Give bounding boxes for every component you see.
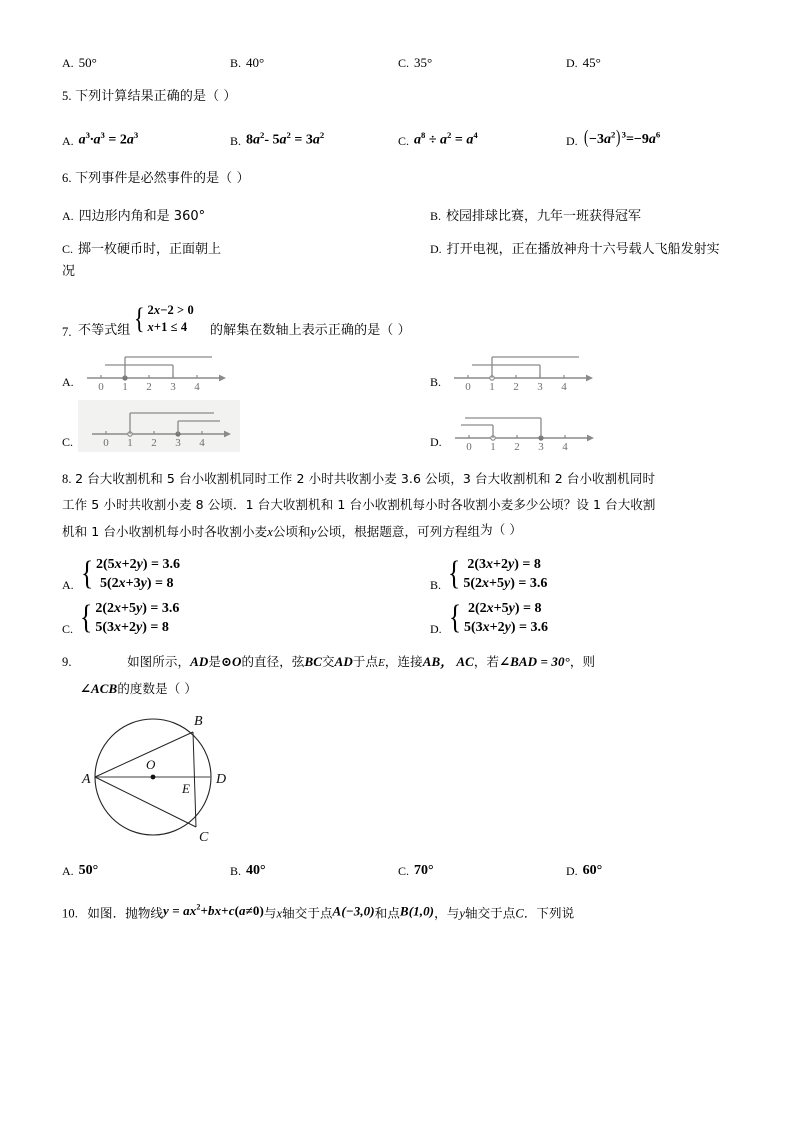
q8-options-row-1 bbox=[62, 555, 734, 593]
option-label: D. bbox=[566, 864, 578, 878]
brace-glyph: { bbox=[80, 599, 93, 637]
option-text: 校园排球比赛，九年一班获得冠军 bbox=[446, 209, 642, 224]
option-label: D. bbox=[566, 134, 578, 148]
svg-text:0: 0 bbox=[97, 381, 104, 392]
option-label: B. bbox=[230, 134, 242, 148]
equation-1: 2(2x+5y) = 8 bbox=[468, 601, 542, 616]
equation-system bbox=[79, 555, 180, 593]
option-label: B. bbox=[430, 578, 442, 592]
q6-option-d-wrap: 况 bbox=[62, 264, 76, 279]
q4-option-c[interactable] bbox=[398, 55, 566, 71]
equation-system bbox=[446, 555, 547, 593]
svg-text:3: 3 bbox=[537, 381, 543, 392]
segment-ad: AD bbox=[190, 654, 209, 669]
question-text: 如图．抛物线 bbox=[87, 905, 164, 921]
question-text: 下列计算结果正确的是（ ） bbox=[75, 89, 237, 104]
option-label: C. bbox=[62, 242, 74, 256]
q5-option-a[interactable] bbox=[62, 130, 230, 149]
question-text: ，与 bbox=[434, 905, 460, 921]
brace-glyph: { bbox=[80, 555, 93, 593]
number-line-figure-c bbox=[78, 400, 240, 452]
label-B: B bbox=[194, 714, 203, 729]
equation-2: 5(2x+3y) = 8 bbox=[100, 576, 174, 591]
chord-bc: BC bbox=[304, 654, 322, 669]
option-text: 掷一枚硬币时，正面朝上 bbox=[78, 242, 222, 257]
option-label: A. bbox=[62, 209, 74, 223]
number-line-figure-a bbox=[79, 348, 229, 392]
angle-acb: ∠ACB bbox=[80, 681, 118, 696]
inequality-1: 2x−2 > 0 bbox=[147, 303, 194, 317]
option-label: C. bbox=[398, 864, 410, 878]
question-text: 2 台大收割机和 5 台小收割机同时工作 2 小时共收割小麦 3.6 公顷，3 台大收割机和 2 台小收割机同时 bbox=[75, 471, 656, 486]
circle-o: ⊙O bbox=[220, 654, 242, 669]
q8-options-row-2 bbox=[62, 599, 734, 637]
label-E: E bbox=[182, 781, 190, 796]
option-label: B. bbox=[230, 864, 242, 878]
q6-stem bbox=[62, 165, 734, 191]
q9-option-b[interactable] bbox=[230, 863, 398, 879]
option-text: 50° bbox=[78, 55, 97, 70]
svg-text:4: 4 bbox=[199, 437, 205, 448]
option-label: B. bbox=[430, 375, 442, 389]
svg-text:2: 2 bbox=[513, 381, 519, 392]
q8-stem-line-2 bbox=[62, 492, 734, 517]
q10-stem bbox=[62, 895, 734, 926]
page-content bbox=[62, 55, 734, 926]
option-label: A. bbox=[62, 134, 74, 148]
label-A: A bbox=[82, 772, 91, 787]
equation-2: 5(3x+2y) = 3.6 bbox=[464, 620, 549, 635]
svg-text:0: 0 bbox=[465, 441, 472, 452]
option-label: D. bbox=[566, 56, 578, 70]
svg-text:4: 4 bbox=[193, 381, 200, 392]
svg-text:2: 2 bbox=[145, 381, 152, 392]
variable-y: y bbox=[310, 525, 317, 539]
label-O: O bbox=[146, 757, 156, 772]
svg-text:2: 2 bbox=[513, 441, 520, 452]
question-text: 公顷和 bbox=[272, 524, 311, 539]
svg-text:3: 3 bbox=[169, 381, 176, 392]
point-e: E bbox=[378, 657, 385, 669]
option-label: D. bbox=[430, 622, 442, 636]
q8-stem-line-1 bbox=[62, 466, 734, 492]
option-text: 60° bbox=[582, 863, 603, 878]
point-c: C bbox=[515, 906, 524, 921]
point-a: A(−3,0) bbox=[332, 903, 375, 919]
variable-x: x bbox=[267, 525, 273, 539]
question-number: 8. bbox=[62, 472, 72, 486]
q6-option-a[interactable] bbox=[62, 205, 398, 224]
svg-text:1: 1 bbox=[127, 437, 133, 448]
q9-option-d[interactable] bbox=[566, 863, 734, 879]
option-text: 40° bbox=[246, 863, 266, 878]
option-expression: $a^3\cdot a^3 = 2a^3$ bbox=[78, 130, 139, 148]
question-text: 工作 5 小时共收割小麦 8 公顷．1 台大收割机和 1 台小收割机每小时各收割小麦多少公顷？设 1 台大收割 bbox=[62, 497, 656, 512]
number-line-svg bbox=[79, 348, 229, 392]
q7-option-d[interactable] bbox=[398, 408, 734, 452]
question-text: 交 bbox=[322, 654, 335, 669]
option-label: A. bbox=[62, 375, 74, 389]
q9-option-a[interactable] bbox=[62, 863, 230, 879]
axis-y: y bbox=[459, 906, 465, 921]
q9-stem-line-2 bbox=[62, 676, 734, 701]
label-C: C bbox=[199, 830, 209, 845]
svg-text:4: 4 bbox=[561, 381, 567, 392]
option-label: D. bbox=[430, 435, 442, 449]
segment-ac: AC bbox=[456, 654, 474, 669]
q8-option-b[interactable] bbox=[398, 555, 734, 593]
q9-figure-circle bbox=[68, 705, 734, 855]
q7-option-c[interactable] bbox=[62, 400, 398, 452]
option-label: A. bbox=[62, 578, 74, 592]
option-label: B. bbox=[430, 209, 442, 223]
svg-text:4: 4 bbox=[561, 441, 568, 452]
equation-2: 5(3x+2y) = 8 bbox=[95, 620, 169, 635]
q8-option-a[interactable] bbox=[62, 555, 398, 593]
option-label: C. bbox=[62, 435, 74, 449]
svg-text:0: 0 bbox=[465, 381, 471, 392]
number-line-figure-d bbox=[447, 408, 597, 452]
q6-options-row-1 bbox=[62, 205, 734, 224]
svg-text:0: 0 bbox=[103, 437, 109, 448]
q6-option-c[interactable] bbox=[62, 238, 398, 257]
q7-stem-pre: 不等式组 bbox=[78, 323, 131, 338]
equation-1: 2(5x+2y) = 3.6 bbox=[96, 557, 181, 572]
q4-option-a[interactable] bbox=[62, 55, 230, 71]
question-text: 如图所示， bbox=[127, 654, 191, 669]
equation-1: 2(2x+5y) = 3.6 bbox=[95, 601, 180, 616]
question-text: 公顷，根据题意，可列方程组 bbox=[316, 524, 481, 539]
q6-option-b[interactable] bbox=[398, 205, 734, 224]
option-label: C. bbox=[62, 622, 74, 636]
svg-text:3: 3 bbox=[175, 437, 181, 448]
q4-option-d[interactable] bbox=[566, 55, 734, 71]
question-number: 6. bbox=[62, 171, 72, 185]
q5-options-row bbox=[62, 127, 734, 149]
question-text: ，连接 bbox=[384, 654, 423, 669]
svg-text:1: 1 bbox=[489, 441, 496, 452]
label-D: D bbox=[216, 772, 227, 787]
option-text: 70° bbox=[414, 863, 434, 878]
option-expression: $8a^2-$ $5a^2 = 3a^2$ bbox=[246, 130, 325, 148]
circle-geometry-svg bbox=[68, 705, 268, 850]
svg-text:1: 1 bbox=[489, 381, 495, 392]
q8-option-c[interactable] bbox=[62, 599, 398, 637]
option-text: 打开电视，正在播放神舟十六号载人飞船发射实 bbox=[446, 242, 720, 257]
question-text: 下列事件是必然事件的是（ ） bbox=[75, 171, 250, 186]
question-number: 9. bbox=[62, 655, 72, 669]
question-text: ，则 bbox=[569, 654, 596, 669]
option-expression: $a^8 \div a^2 = a^4$ bbox=[414, 130, 478, 148]
option-label: C. bbox=[398, 56, 410, 70]
question-text: 机和 1 台小收割机每小时各收割小麦 bbox=[62, 524, 268, 539]
segment-ab: AB， bbox=[422, 654, 454, 669]
parabola-equation: $y = ax^2+bx+c(a\ne 0)$ bbox=[163, 903, 264, 919]
svg-text:1: 1 bbox=[121, 381, 128, 392]
option-text: 50° bbox=[78, 863, 99, 878]
question-text: 的直径，弦 bbox=[241, 654, 305, 669]
q5-option-c[interactable] bbox=[398, 130, 566, 149]
q7-options-row-2 bbox=[62, 400, 734, 452]
q7-options-row-1 bbox=[62, 348, 734, 392]
q9-option-c[interactable] bbox=[398, 863, 566, 879]
q8-stem-line-3 bbox=[62, 517, 734, 545]
q7-stem bbox=[62, 296, 734, 342]
q5-option-d[interactable] bbox=[566, 127, 734, 149]
q4-option-b[interactable] bbox=[230, 55, 398, 71]
option-text: 四边形内角和是 360° bbox=[78, 209, 206, 224]
question-text: 轴交于点 bbox=[282, 905, 333, 921]
equation-system bbox=[447, 599, 548, 637]
inequality-2: x+1 ≤ 4 bbox=[147, 320, 188, 334]
equation-system bbox=[78, 599, 179, 637]
axis-x: x bbox=[276, 906, 283, 921]
number-line-svg bbox=[84, 404, 234, 448]
question-number: 10. bbox=[62, 906, 78, 921]
number-line-svg bbox=[447, 408, 597, 452]
question-text: ．下列说 bbox=[523, 905, 575, 921]
question-number: 5. bbox=[62, 89, 72, 103]
q9-stem-line-1 bbox=[62, 649, 734, 676]
question-text: 于点 bbox=[352, 654, 379, 669]
option-label: A. bbox=[62, 864, 74, 878]
question-text: 和点 bbox=[374, 905, 400, 921]
question-text: 轴交于点 bbox=[464, 905, 516, 921]
point-b: B(1,0) bbox=[399, 903, 435, 919]
option-text: 45° bbox=[582, 55, 601, 70]
question-text: ，若 bbox=[473, 654, 500, 669]
question-text: 是 bbox=[208, 654, 221, 669]
q7-option-b[interactable] bbox=[398, 348, 734, 392]
q6-options-row-2 bbox=[62, 238, 734, 257]
option-text: 35° bbox=[414, 55, 433, 70]
brace-glyph: { bbox=[133, 302, 145, 335]
q8-option-d[interactable] bbox=[398, 599, 734, 637]
svg-text:3: 3 bbox=[537, 441, 544, 452]
brace-glyph: { bbox=[448, 599, 461, 637]
option-label: A. bbox=[62, 56, 74, 70]
question-text: 的度数是（ ） bbox=[117, 681, 197, 696]
option-text: 40° bbox=[246, 55, 265, 70]
question-text: 与 bbox=[263, 905, 277, 921]
q4-options-row bbox=[62, 55, 734, 71]
option-label: C. bbox=[398, 134, 410, 148]
equation-1: 2(3x+2y) = 8 bbox=[467, 557, 541, 572]
angle-bad: ∠BAD = 30° bbox=[499, 654, 570, 669]
q7-option-a[interactable] bbox=[62, 348, 398, 392]
q5-stem bbox=[62, 83, 734, 109]
question-number: 7. bbox=[62, 325, 72, 339]
option-label: D. bbox=[430, 242, 442, 256]
segment-ad-2: AD bbox=[334, 654, 353, 669]
q9-options-row bbox=[62, 863, 734, 879]
svg-text:2: 2 bbox=[151, 437, 157, 448]
option-label: B. bbox=[230, 56, 242, 70]
q7-stem-post: 的解集在数轴上表示正确的是（ ） bbox=[210, 323, 411, 338]
q5-option-b[interactable] bbox=[230, 130, 398, 149]
number-line-figure-b bbox=[446, 348, 596, 392]
brace-glyph: { bbox=[448, 555, 461, 593]
number-line-svg bbox=[446, 348, 596, 392]
option-expression: $(-3a^2)^3=-9a^6$ bbox=[583, 127, 661, 148]
q7-inequality-system bbox=[132, 302, 194, 336]
question-text: 为（ ） bbox=[480, 522, 523, 537]
equation-2: 5(2x+5y) = 3.6 bbox=[463, 576, 548, 591]
q6-option-d[interactable] bbox=[398, 238, 734, 257]
